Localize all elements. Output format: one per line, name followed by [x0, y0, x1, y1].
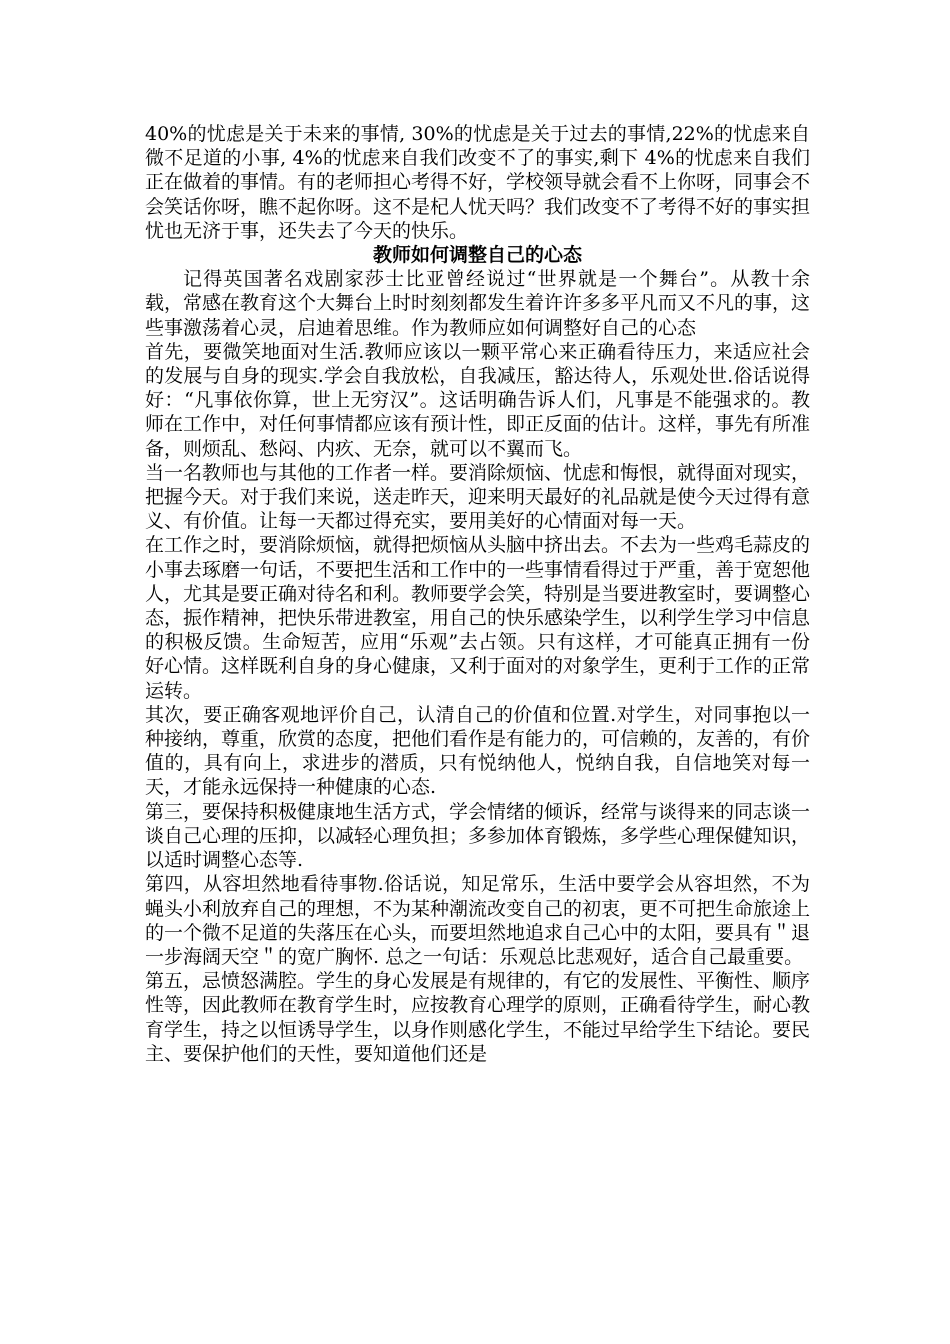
- paragraph-second-point: 其次，要正确客观地评价自己，认清自己的价值和位置.对学生，对同事抱以一种接纳，尊重，欣赏的态度，把他们看作是有能力的，可信赖的，友善的，有价值的，具有向上，求进步的潜质，只有悦纳他人，悦纳自我，自信地笑对每一天，才能永远保持一种健康的心态.: [145, 703, 811, 799]
- paragraph-at-work: 在工作之时，要消除烦恼，就得把烦恼从头脑中挤出去。不去为一些鸡毛蒜皮的小事去琢磨一句话，不要把生活和工作中的一些事情看得过于严重，善于宽恕他人，尤其是要正确对待名和利。教师要学会笑，特别是当要进教室时，要调整心态，振作精神，把快乐带进教室，用自己的快乐感染学生，以利学生学习中信息的积极反馈。生命短苦，应用“乐观”去占领。只有这样，才可能真正拥有一份好心情。这样既利自身的身心健康，又利于面对的对象学生，更利于工作的正常运转。: [145, 534, 811, 702]
- paragraph-fourth-point: 第四，从容坦然地看待事物.俗话说，知足常乐，生活中要学会从容坦然，不为蝇头小利放弃自己的理想，不为某种潮流改变自己的初衷，更不可把生命旅途上的一个微不足道的失落压在心头，而要坦然地追求自己心中的太阳，要具有＂退一步海阔天空＂的宽广胸怀. 总之一句话：乐观总比悲观好，适合自己最重要。: [145, 873, 811, 968]
- paragraph-opening: 记得英国著名戏剧家莎士比亚曾经说过“世界就是一个舞台”。从教十余载，常感在教育这个大舞台上时时刻刻都发生着许许多多平凡而又不凡的事，这些事激荡着心灵，启迪着思维。作为教师应如何调整好自己的心态: [145, 268, 811, 339]
- article-title: 教师如何调整自己的心态: [372, 244, 582, 267]
- intro-paragraph: 40%的忧虑是关于未来的事情, 30%的忧虑是关于过去的事情,22%的忧虑来自微不足道的小事, 4%的忧虑来自我们改变不了的事实,剩下 4%的忧虑来自我们正在做着的事情。有的老师担心考得不好，学校领导就会看不上你呀，同事会不会笑话你呀，瞧不起你呀。这不是杞人忧天吗？我们改变不了考得不好的事实担忧也无济于事，还失去了今天的快乐。: [145, 123, 811, 242]
- paragraph-fifth-point: 第五，忌愤怒满腔。学生的身心发展是有规律的，有它的发展性、平衡性、顺序性等，因此教师在教育学生时，应按教育心理学的原则，正确看待学生，耐心教育学生，持之以恒诱导学生，以身作则感化学生，不能过早给学生下结论。要民主、要保护他们的天性，要知道他们还是: [145, 970, 811, 1065]
- paragraph-third-point: 第三，要保持积极健康地生活方式，学会情绪的倾诉，经常与谈得来的同志谈一谈自己心理的压抑，以减轻心理负担；多参加体育锻炼，多学些心理保健知识，以适时调整心态等.: [145, 800, 811, 872]
- paragraph-teacher-like-others: 当一名教师也与其他的工作者一样。要消除烦恼、忧虑和悔恨，就得面对现实，把握今天。对于我们来说，送走昨天，迎来明天最好的礼品就是使今天过得有意义、有价值。让每一天都过得充实，要用美好的心情面对每一天。: [145, 461, 811, 533]
- document-page: [145, 122, 810, 1066]
- paragraph-first-point: 首先，要微笑地面对生活.教师应该以一颗平常心来正确看待压力，来适应社会的发展与自身的现实.学会自我放松，自我减压，豁达待人，乐观处世.俗话说得好：“凡事依你算，世上无穷汉”。这话明确告诉人们，凡事是不能强求的。教师在工作中，对任何事情都应该有预计性，即正反面的估计。这样，事先有所准备，则烦乱、愁闷、内疚、无奈，就可以不翼而飞。: [145, 340, 811, 460]
